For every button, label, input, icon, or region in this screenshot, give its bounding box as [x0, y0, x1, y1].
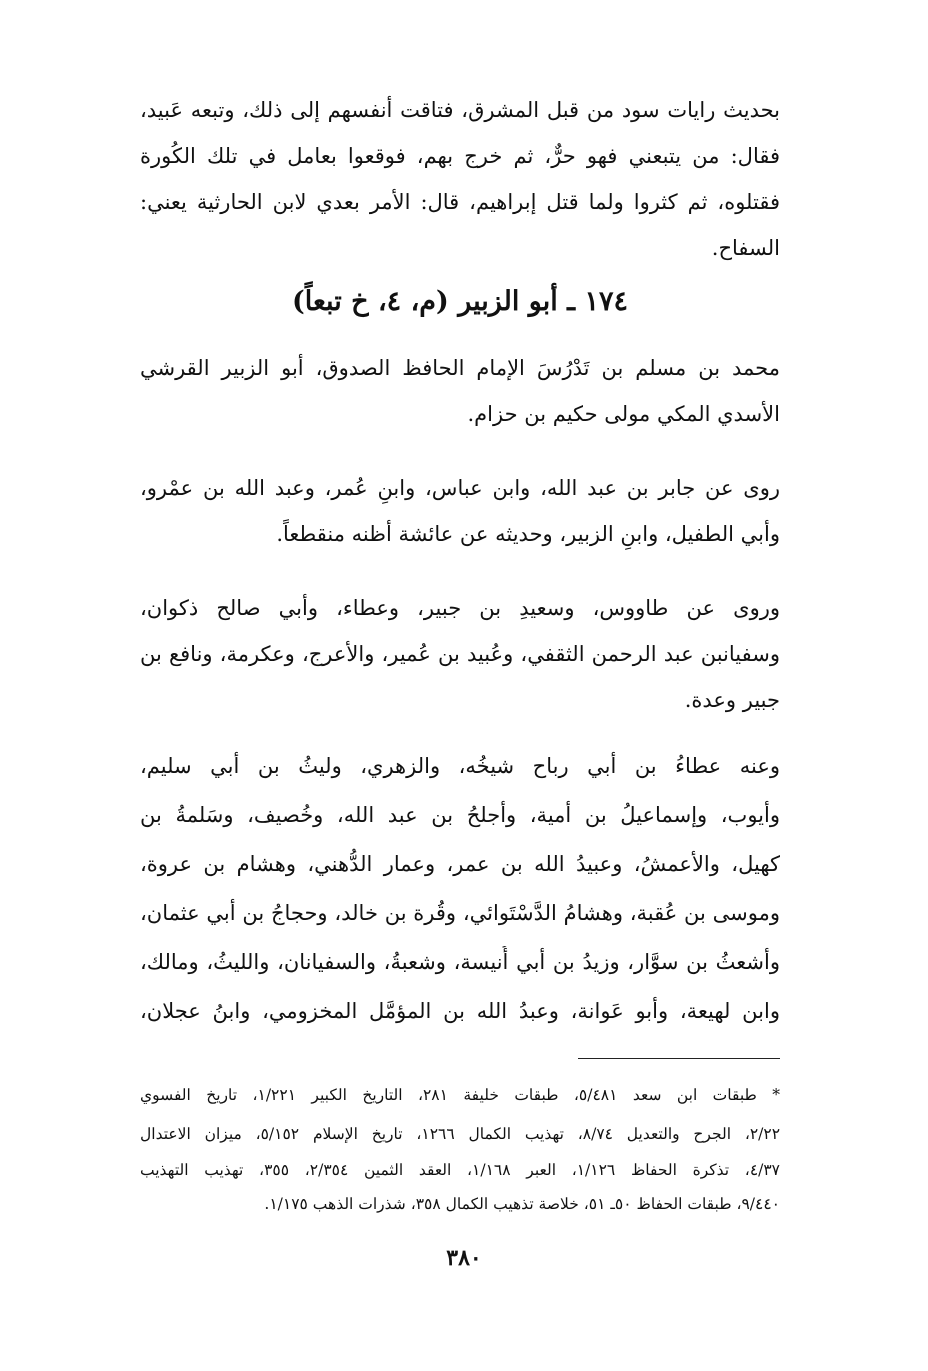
students-line-6: وابن لهيعة، وأبو عَوانة، وعبدُ الله بن المؤمَّل المخزومي، وابنُ عجلان، [140, 999, 780, 1023]
footnote-line-2: ٢/٢٢، الجرح والتعديل ٨/٧٤، تهذيب الكمال ١٢٦٦، تاريخ الإسلام ٥/١٥٢، ميزان الاعتدال [140, 1125, 780, 1143]
students-line-3: كهيل، والأعمشُ، وعبيدُ الله بن عمر، وعمار الدُّهني، وهشام بن عروة، [140, 852, 780, 876]
bio-line-2: الأسدي المكي مولى حكيم بن حزام. [467, 402, 780, 426]
also-narrated-line-2: وسفيانبن عبد الرحمن الثقفي، وعُبيد بن عُمير، والأعرج، وعكرمة، ونافع بن [140, 642, 780, 666]
footnote-line-1: * طبقات ابن سعد ٥/٤٨١، طبقات خليفة ٢٨١، التاريخ الكبير ١/٢٢١، تاريخ الفسوي [140, 1086, 780, 1104]
intro-line-1: بحديث رايات سود من قبل المشرق، فتاقت أنفسهم إلى ذلك، وتبعه عَبيد، [140, 98, 780, 122]
narrated-from-line-2: وأبي الطفيل، وابنِ الزبير، وحديثه عن عائشة أظنه منقطعاً. [276, 522, 780, 546]
also-narrated-line-3: جبير وعدة. [684, 688, 780, 712]
narrated-from-line-1: روى عن جابر بن عبد الله، وابن عباس، وابنِ عُمر، وعبد الله بن عمْرو، [140, 476, 780, 500]
intro-line-4: السفاح. [711, 236, 780, 260]
students-line-2: وأيوب، وإسماعيلُ بن أمية، وأجلحُ بن عبد الله، وخُصيف، وسَلمةُ بن [140, 803, 780, 827]
footnote-line-4: ٩/٤٤٠، طبقات الحفاظ ٥٠ـ ٥١، خلاصة تذهيب الكمال ٣٥٨، شذرات الذهب ١/١٧٥. [264, 1195, 780, 1213]
intro-line-3: فقتلوه، ثم كثروا ولما قتل إبراهيم، قال: الأمر بعدي لابن الحارثية يعني: [140, 190, 780, 214]
students-line-1: وعنه عطاءُ بن أبي رباح شيخُه، والزهري، وليثُ بن أبي سليم، [140, 754, 780, 778]
students-line-5: وأشعثُ بن سوَّار، وزيدُ بن أبي أُنيسة، وشعبةُ، والسفيانان، والليثُ، ومالك، [140, 950, 780, 974]
footnote-separator [578, 1058, 780, 1059]
page-number: ٣٨٠ [446, 1245, 482, 1271]
biography-heading: ١٧٤ ـ أبو الزبير (م، ٤، خ تبعاً) [292, 286, 628, 317]
footnote-line-3: ٤/٣٧، تذكرة الحفاظ ١/١٢٦، العبر ١/١٦٨، العقد الثمين ٢/٣٥٤، ٣٥٥، تهذيب التهذيب [140, 1161, 780, 1179]
students-line-4: وموسى بن عُقبة، وهشامُ الدَّسْتَوائي، وقُرة بن خالد، وحجاجُ بن أبي عثمان، [140, 901, 780, 925]
bio-line-1: محمد بن مسلم بن تَدْرُسَ الإمام الحافظ الصدوق، أبو الزبير القرشي [140, 356, 780, 380]
intro-line-2: فقال: من يتبعني فهو حرٌّ، ثم خرج بهم، فوقعوا بعامل في تلك الكُورة [140, 144, 780, 168]
also-narrated-line-1: وروى عن طاووس، وسعيدِ بن جبير، وعطاء، وأبي صالح ذكوان، [140, 596, 780, 620]
